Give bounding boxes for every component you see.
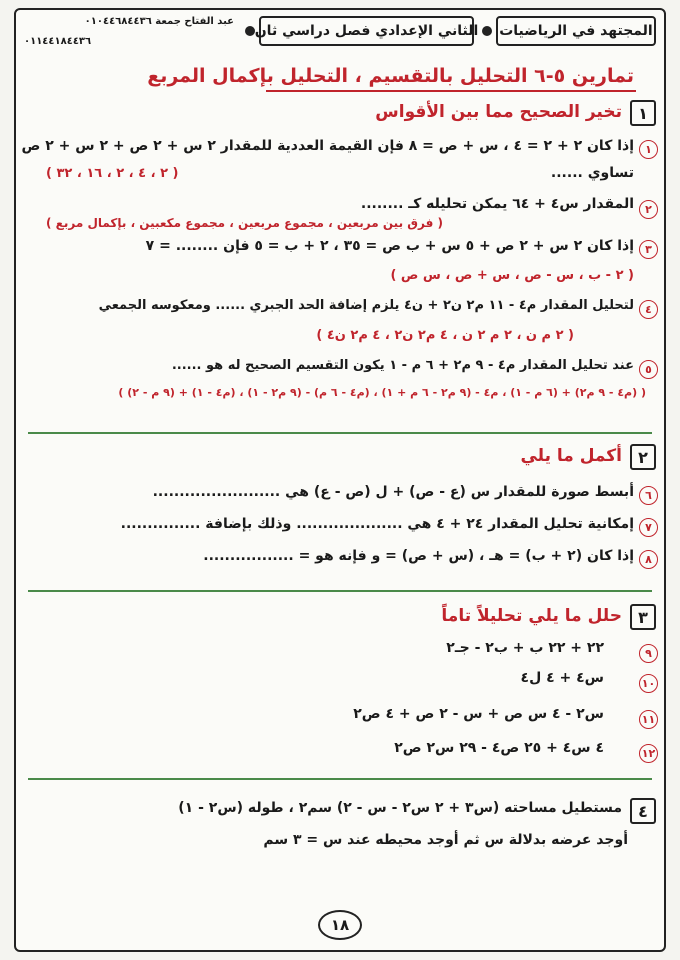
worksheet-page: [14, 8, 666, 952]
question-12-number: ١٢: [639, 744, 658, 763]
question-8-text: إذا كان (٢ + ب) = هـ ، (س + ص) = و فإنه هو = .................: [203, 548, 634, 564]
question-12-text: ٤ س٤ + ٢٥ ص٤ - ٢٩ س٢ ص٢: [394, 740, 604, 756]
question-1-options: ( ٢ ، ٤ ، ٢ ، ١٦ ، ٣٢ ): [46, 166, 179, 181]
question-1-text: إذا كان ٢ + ٢ = ٤ ، س + ص = ٨ فإن القيمة العددية للمقدار ٢ س + ٢ ص + ٢ س + ٢ ص: [21, 138, 634, 154]
header-author: عبد الفتاح جمعة ٠١٠٤٤٦٨٤٤٣٦: [84, 16, 234, 27]
header-dot: [245, 26, 255, 36]
question-8-number: ٨: [639, 550, 658, 569]
section-2-number: ٢: [630, 444, 656, 470]
question-3-number: ٣: [639, 240, 658, 259]
section-1-title: تخير الصحيح مما بين الأقواس: [375, 102, 622, 122]
page-title: تمارين ٥-٦ التحليل بالتقسيم ، التحليل بإكمال المربع: [147, 65, 634, 87]
section-divider: [28, 432, 652, 434]
question-1-cont: تساوي ......: [550, 165, 634, 181]
question-7-number: ٧: [639, 518, 658, 537]
question-5-options: ( (م٤ - ٩ م٢) + (٦ م - ١) ، م٤ - (٩ م٢ - ٦ م + ١) ، (م٤ - ٦ م) - (٩ م٢ - ١) ، (م٤ - ١) + (٩ م - ٢) ): [118, 386, 646, 399]
page-number: ١٨: [318, 910, 362, 940]
header-dot: [482, 26, 492, 36]
question-11-text: س٢ - ٤ س ص + س - ٢ ص + ٤ ص٢: [353, 706, 604, 722]
question-5-number: ٥: [639, 360, 658, 379]
section-divider: [28, 778, 652, 780]
question-1-number: ١: [639, 140, 658, 159]
question-4-options: ( ٢ م ن ، ٢ م ٢ ن ، ٤ م٢ ن٢ ، ٤ م٢ ن٤ ): [316, 328, 574, 343]
section-4-number: ٤: [630, 798, 656, 824]
section-3-number: ٣: [630, 604, 656, 630]
question-11-number: ١١: [639, 710, 658, 729]
question-6-text: أبسط صورة للمقدار س (ع - ص) + ل (ص - ع) هي ........................: [152, 484, 634, 500]
question-10-text: س٤ + ٤ ل٤: [520, 670, 604, 686]
title-underline: [266, 90, 636, 92]
header-subject-box: [496, 16, 656, 46]
question-7-text: إمكانية تحليل المقدار ٢٤ + ٤ هي .................... وذلك بإضافة ...............: [120, 516, 634, 532]
problem-4-line1: مستطيل مساحته (س٣ + ٢ س٢ - س - ٢) سم٢ ، طوله (س٢ - ١): [178, 800, 622, 816]
question-6-number: ٦: [639, 486, 658, 505]
question-2-options: ( فرق بين مربعين ، مجموع مربعين ، مجموع مكعبين ، بإكمال مربع ): [46, 216, 443, 230]
section-3-title: حلل ما يلي تحليلاً تاماً: [441, 606, 622, 626]
question-5-text: عند تحليل المقدار م٤ - ٩ م٢ + ٦ م - ١ يكون التقسيم الصحيح له هو ......: [171, 358, 634, 373]
section-1-number: ١: [630, 100, 656, 126]
header-phone: ٠١١٤٤١٨٤٤٣٦: [24, 36, 92, 47]
header-subject: المجتهد في الرياضيات: [499, 23, 653, 39]
section-divider: [28, 590, 652, 592]
question-4-text: لتحليل المقدار م٤ - ١١ م٢ ن٢ + ن٤ يلزم إضافة الحد الجبري ...... ومعكوسه الجمعي: [98, 298, 634, 313]
header-grade: الثاني الإعدادي فصل دراسي ثان: [254, 23, 479, 39]
question-3-options: ( ٢ - ب ، س - ص ، س + ص ، س ص ): [390, 268, 634, 283]
question-2-text: المقدار س٤ + ٦٤ يمكن تحليله كـ ........: [360, 196, 634, 212]
problem-4-line2: أوجد عرضه بدلالة س ثم أوجد محيطه عند س = ٣ سم: [263, 832, 628, 848]
question-3-text: إذا كان ٢ س + ٢ ص + ٥ س + ب ص = ٣٥ ، ٢ + ب = ٥ فإن ........ = ٧: [145, 238, 634, 254]
question-4-number: ٤: [639, 300, 658, 319]
question-10-number: ١٠: [639, 674, 658, 693]
question-2-number: ٢: [639, 200, 658, 219]
section-2-title: أكمل ما يلي: [520, 446, 622, 466]
question-9-text: ٢٢ + ٢٢ ب + ب٢ - جـ٢: [446, 640, 604, 656]
header-grade-box: [254, 16, 479, 46]
question-9-number: ٩: [639, 644, 658, 663]
